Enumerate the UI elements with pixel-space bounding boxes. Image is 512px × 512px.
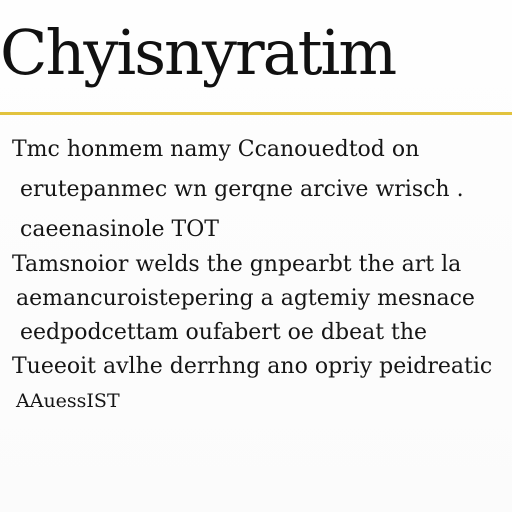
paragraph-line: erutepanmec wn gerqne arcive wrisch .: [20, 177, 464, 202]
paragraph-line: caeenasinole TOT: [20, 217, 219, 242]
paragraph-line: AAuessIST: [16, 390, 120, 412]
title-underline: [0, 112, 512, 115]
paragraph-line: eedpodcettam oufabert oe dbeat the: [20, 320, 428, 345]
paragraph-line: aemancuroistepering a agtemiy mesnace: [16, 286, 475, 311]
paragraph-line: Tueeoit avlhe derrhng ano opriy peidreatic: [12, 354, 493, 379]
paragraph-line: Tamsnoior welds the gnpearbt the art la: [12, 252, 462, 277]
paragraph-2: [12, 248, 504, 418]
document-title: Chyisnyratim: [0, 16, 396, 89]
paragraph-line: Tmc honmem namy Ccanouedtod on: [12, 137, 420, 162]
paragraph-1: [12, 130, 504, 250]
